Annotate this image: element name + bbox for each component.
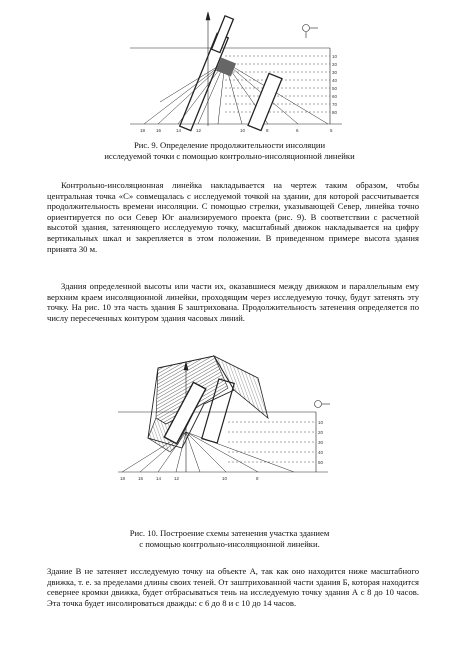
paragraph-3-text: Здание В не затеняет исследуемую точку на объекте А, так как оно находится ниже масштабного движка, т. е. за пределами длины своих теней. От заштрихованной части здания Б, которая находится севернее кромки движка, будет отбрасываться тень на исследуемую точку здания А с 8 до 10 часов. Эта точка будет инсолироваться дважды: с 6 до 8 и с 10 до 14 часов.: [47, 566, 419, 608]
figure-10-caption: [0, 528, 459, 550]
svg-text:40: 40: [332, 78, 338, 83]
figure-9-insolation-ruler: [130, 12, 350, 138]
svg-text:20: 20: [318, 430, 324, 435]
svg-text:50: 50: [318, 460, 324, 465]
svg-text:30: 30: [332, 70, 338, 75]
svg-text:8: 8: [266, 128, 269, 133]
figure-9-caption: [0, 140, 459, 162]
paragraph-3: [47, 566, 419, 608]
svg-text:30: 30: [318, 440, 324, 445]
svg-text:12: 12: [174, 476, 180, 481]
svg-text:10: 10: [318, 420, 324, 425]
svg-text:20: 20: [332, 62, 338, 67]
svg-text:5: 5: [330, 128, 333, 133]
svg-text:18: 18: [120, 476, 126, 481]
figure-9-caption-line-1: Рис. 9. Определение продолжительности инсоляции: [133, 140, 326, 150]
paragraph-2-text: Здания определенной высоты или части их, оказавшиеся между движком и параллельным ему верхним краем инсоляционной линейки, проходящим через исследуемую точку, будут затенять эту точку. На рис. 10 эта часть здания Б заштрихована. Продолжительность затенения определяется по числу пересеченных контуром здания часовых линий.: [47, 281, 419, 323]
svg-text:70: 70: [332, 102, 338, 107]
svg-text:10: 10: [222, 476, 228, 481]
svg-text:50: 50: [332, 86, 338, 91]
paragraph-2: [47, 281, 419, 323]
figure-10-caption-line-2: с помощью контрольно-инсоляционной линейки.: [139, 539, 320, 549]
figure-9-caption-line-2: исследуемой точки с помощью контрольно-инсоляционной линейки: [104, 151, 355, 161]
svg-text:18: 18: [140, 128, 146, 133]
paragraph-1-text: Контрольно-инсоляционная линейка накладывается на чертеж таким образом, чтобы центральная точка «С» совмещалась с исследуемой точкой на здании, для которой рассчитывается продолжительность времени инсоляции. С помощью стрелки, указывающей Север, линейка точно ориентируется по оси Север Юг анализируемого проекта (рис. 9). В соответствии с расчетной высотой здания, затеняющего исследуемую точку, масштабный движок накладывается на цифру вертикальных шкал и закрепляется в этом положении. В приведенном примере высота здания принята 30 м.: [47, 180, 419, 254]
svg-text:6: 6: [296, 128, 299, 133]
svg-text:10: 10: [332, 54, 338, 59]
figure-10-shading-scheme: [118, 348, 343, 518]
svg-text:14: 14: [176, 128, 182, 133]
svg-text:14: 14: [156, 476, 162, 481]
svg-text:80: 80: [332, 110, 338, 115]
paragraph-1: [47, 180, 419, 254]
svg-text:10: 10: [240, 128, 246, 133]
figure-10-caption-line-1: Рис. 10. Построение схемы затенения участка зданием: [129, 528, 330, 538]
svg-text:40: 40: [318, 450, 324, 455]
svg-text:8: 8: [256, 476, 259, 481]
svg-text:12: 12: [196, 128, 202, 133]
svg-text:16: 16: [138, 476, 144, 481]
svg-text:60: 60: [332, 94, 338, 99]
svg-text:16: 16: [156, 128, 162, 133]
